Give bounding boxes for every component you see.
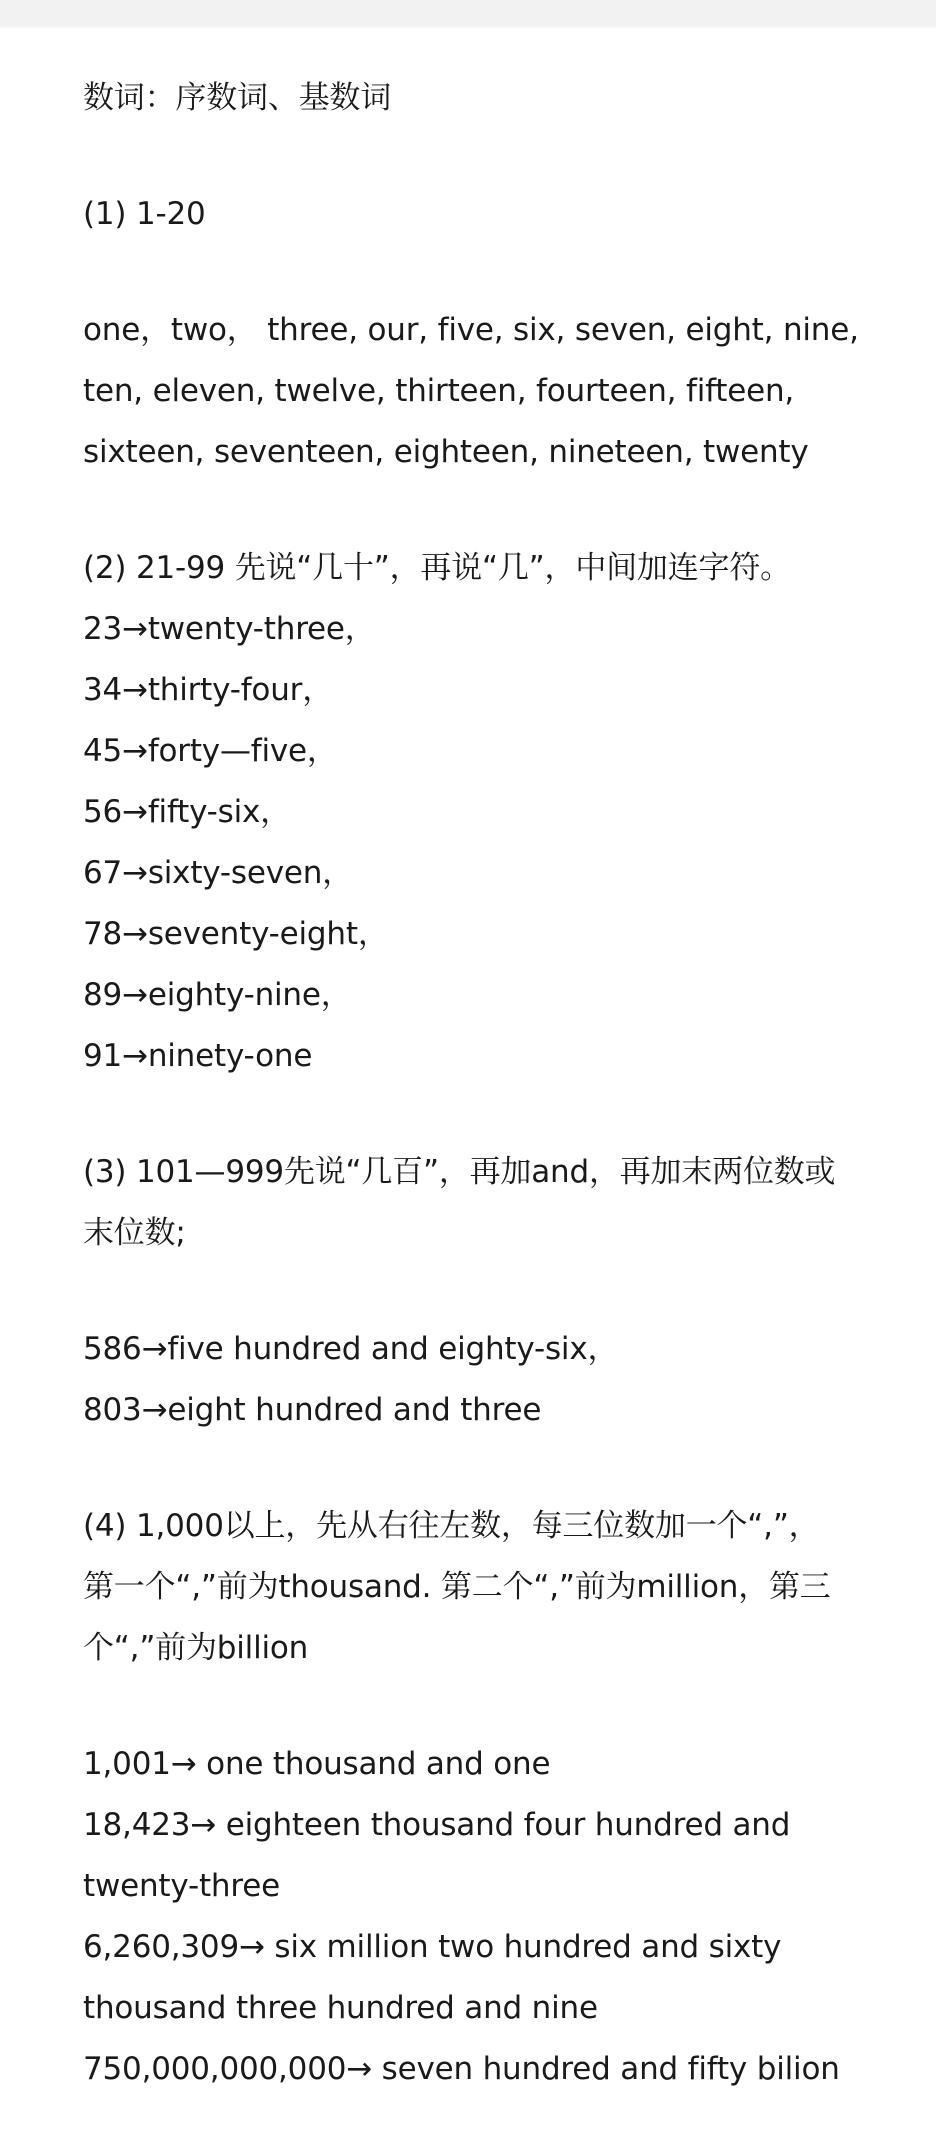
top-status-strip (0, 0, 936, 26)
spacer (83, 1679, 883, 1734)
section-2-line: 91→ninety-one (83, 1038, 313, 1074)
section-1-line: sixteen, seventeen, eighteen, nineteen, twenty (83, 434, 809, 470)
section-4-heading: (4) 1,000以上，先从右往左数，每三位数加一个“,”， (83, 1508, 820, 1544)
top-divider (0, 26, 936, 28)
section-3-heading: (3) 101—999先说“几百”，再加and，再加末两位数或 (83, 1154, 836, 1190)
section-2-line: 56→fifty-six， (83, 794, 291, 830)
section-4-line: thousand three hundred and nine (83, 1990, 598, 2026)
section-1-heading: (1) 1-20 (83, 196, 206, 232)
section-4-line: twenty-three (83, 1868, 280, 1904)
section-1-line: one，two， three, our, five, six, seven, eight, nine, (83, 312, 859, 348)
section-4-line: 1,001→ one thousand and one (83, 1746, 551, 1782)
section-3-heading: 末位数; (83, 1215, 186, 1251)
section-3-line: 586→five hundred and eighty-six， (83, 1331, 619, 1367)
spacer (83, 483, 883, 538)
page-title: 数词：序数词、基数词 (83, 80, 391, 116)
section-2-heading: (2) 21-99 先说“几十”，再说“几”，中间加连字符。 (83, 550, 791, 586)
section-2-line: 23→twenty-three， (83, 611, 376, 647)
section-2-line: 67→sixty-seven， (83, 855, 353, 891)
section-4-line: 6,260,309→ six million two hundred and sixty (83, 1929, 782, 1965)
section-2-line: 78→seventy-eight， (83, 916, 389, 952)
section-4-line: 18,423→ eighteen thousand four hundred and (83, 1807, 791, 1843)
spacer (83, 245, 883, 300)
section-4-line: 750,000,000,000→ seven hundred and fifty bilion (83, 2051, 840, 2087)
section-3-line: 803→eight hundred and three (83, 1392, 542, 1428)
section-2-line: 34→thirty-four， (83, 672, 333, 708)
section-4-heading: 个“,”前为billion (83, 1630, 309, 1666)
spacer (83, 1264, 883, 1319)
section-4-heading: 第一个“,”前为thousand. 第二个“,”前为million，第三 (83, 1569, 831, 1605)
section-2-line: 45→forty—five， (83, 733, 338, 769)
section-1-line: ten, eleven, twelve, thirteen, fourteen, fifteen, (83, 373, 795, 409)
spacer (83, 129, 883, 184)
article-body (83, 68, 883, 2100)
section-2-line: 89→eighty-nine， (83, 977, 352, 1013)
spacer (83, 1441, 883, 1496)
spacer (83, 1087, 883, 1142)
